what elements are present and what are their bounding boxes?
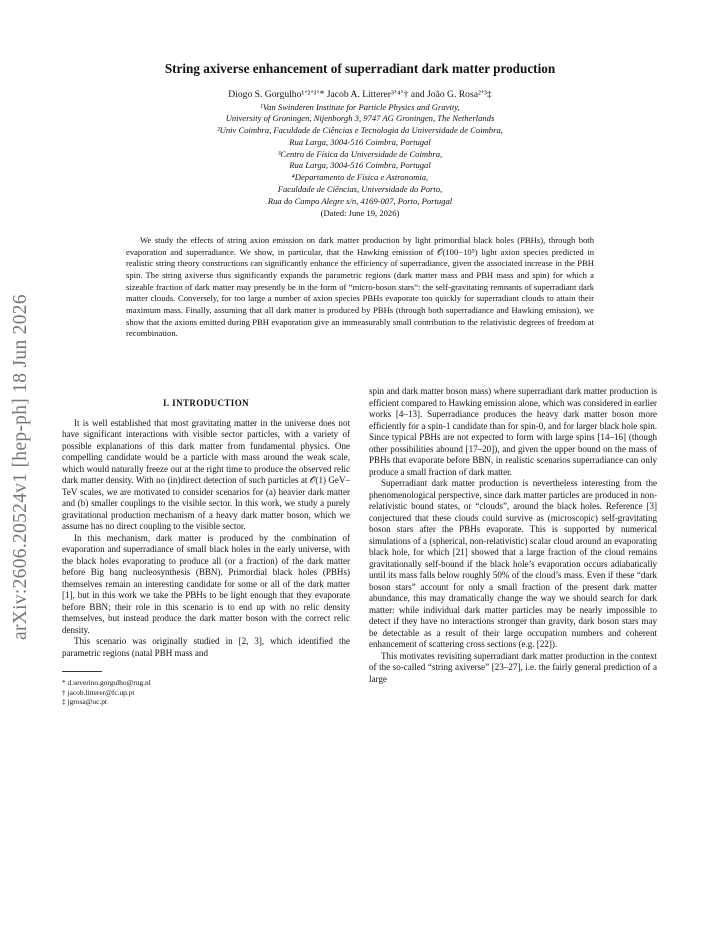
body-paragraph: It is well established that most gravitating matter in the universe does not have significant interactions with visible sector particles, with a variety of possible explanations of this dark matter from fundamental physics. One compelling candidate would be a particle with mass around the weak scale, which would naturally freeze out at the right time to produce the observed relic dark matter density. With no (in)direct detection of such particles at 𝒪(1) GeV–TeV scales, we are motivated to consider scenarios for (a) heavier dark matter and (b) smaller couplings to the visible sector. In this work, we study a purely gravitational production mechanism of a heavy dark matter boson, which we assume has no direct coupling to the visible sector.	[62, 417, 350, 531]
body-paragraph: This scenario was originally studied in [2, 3], which identified the parametric regions (natal PBH mass and	[62, 636, 350, 658]
affiliation-line: Rua Larga, 3004-516 Coimbra, Portugal	[289, 160, 431, 171]
body-paragraph: Superradiant dark matter production is nevertheless interesting from the phenomenological perspective, since dark matter particles are produced in non-relativistic bound states, or “clouds”, around the black holes. Reference [3] conjectured that these clouds could survive as (microscopic) self-gravitating boson stars after the PBHs evaporate. This is supported by numerical simulations of a (spherical, non-relativistic) scalar cloud around an evaporating black hole, for which [21] showed that a large fraction of the cloud remains gravitationally self-bound if the black hole’s evaporation occurs adiabatically until its mass falls below roughly 50% of the cloud’s mass. Even if these “dark boson stars” account for only a small fraction of the present dark matter abundance, this may dramatically change the way we should search for dark matter: while individual dark matter particles may be nearly impossible to detect if they have no interactions stronger than gravity, dark boson stars may be detectable as a result of their large occupation numbers and coherent enhancement of scattering cross sections (e.g. [22]).	[369, 478, 657, 649]
affiliation-line: ¹Van Swinderen Institute for Particle Physics and Gravity,	[260, 101, 460, 112]
author-list: Diogo S. Gorgulho¹ʼ²ʼ³ʼ* Jacob A. Litterer³ʼ⁴ʼ† and João G. Rosa²ʼ³‡	[228, 89, 492, 100]
affiliation-line: ²Univ Coimbra, Faculdade de Ciências e Tecnologia da Universidade de Coimbra,	[217, 125, 503, 136]
section-heading: I. INTRODUCTION	[162, 398, 249, 408]
left-column	[62, 390, 350, 707]
footnote-rule	[62, 671, 102, 672]
front-matter	[90, 89, 630, 219]
abstract: We study the effects of string axion emission on dark matter production by light primordial black holes (PBHs), through both evaporation and superradiance. We show, in particular, that the Hawking emission of 𝒪(100−10⁵) light axion species predicted in realistic string theory constructions can significantly enhance the efficiency of superradiance, given the associated increase in the PBH spin. The string axiverse thus significantly expands the parametric regions (dark matter mass and PBH mass and spin) for which a sizeable fraction of dark matter may presently be in the form of “micro-boson stars”: the self-gravitating remnants of superradiant dark matter clouds. Conversely, for too large a number of axion species PBHs evaporate too quickly for superradiant clouds to attain their maximum mass. Finally, assuming that all dark matter is produced by PBHs (through both superradiance and Hawking emission), we show that the axions emitted during PBH evaporation give an immeasurably small contribution to the relativistic degrees of freedom at recombination.	[126, 235, 594, 339]
footnote-email: ‡ jgrosa@uc.pt	[62, 697, 107, 707]
paper-title: String axiverse enhancement of superradiant dark matter production	[164, 61, 556, 76]
affiliation-line: University of Groningen, Nijenborgh 3, 9747 AG Groningen, The Netherlands	[225, 113, 495, 124]
body-paragraph: spin and dark matter boson mass) where superradiant dark matter production is efficient compared to Hawking emission alone, which was considered in earlier works [4–13]. Superradiance produces the heavy dark matter boson more efficiently for a spin-1 candidate than for spin-0, and for larger black hole spin. Since typical PBHs are not expected to form with large spins [14–16] (though other possibilities abound [17–20]), and given the upper bound on the mass of PBHs that evaporate before BBN, in realistic scenarios superradiance can only produce a small fraction of dark matter.	[369, 386, 657, 477]
affiliation-line: Faculdade de Ciências, Universidade do Porto,	[277, 184, 443, 195]
right-column	[369, 386, 657, 685]
affiliation-line: ⁴Departamento de Física e Astronomia,	[291, 172, 429, 183]
body-paragraph: This motivates revisiting superradiant dark matter production in the context of the so-called “string axiverse” [23–27], i.e. the fairly general prediction of a large	[369, 650, 657, 684]
footnotes	[62, 678, 350, 707]
arxiv-identifier-stamp: arXiv:2606.20524v1 [hep-ph] 18 Jun 2026	[10, 294, 31, 640]
affiliation-line: Rua do Campo Alegre s/n, 4169-007, Porto, Portugal	[267, 195, 453, 206]
date-line: (Dated: June 19, 2026)	[320, 207, 400, 218]
footnote-email: * d.severino.gorgulho@rug.nl	[62, 678, 151, 687]
footnote-email: † jacob.litterer@fc.up.pt	[62, 687, 135, 697]
body-paragraph: In this mechanism, dark matter is produced by the combination of evaporation and superradiance of small black holes in the early universe, with the black holes evaporating to produce all (or a fraction) of the dark matter before Big bang nucleosynthesis (BBN). Primordial black holes (PBHs) themselves remain an interesting candidate for some or all of the dark matter [1], but in this work we take the PBHs to be light enough that they evaporate before BBN; their role in this scenario is to end up with no relic density themselves, but instead produce the dark matter boson with the correct relic density.	[62, 532, 350, 635]
affiliation-line: Rua Larga, 3004-516 Coimbra, Portugal	[289, 136, 431, 147]
affiliation-line: ³Centro de Física da Universidade de Coimbra,	[277, 148, 443, 159]
